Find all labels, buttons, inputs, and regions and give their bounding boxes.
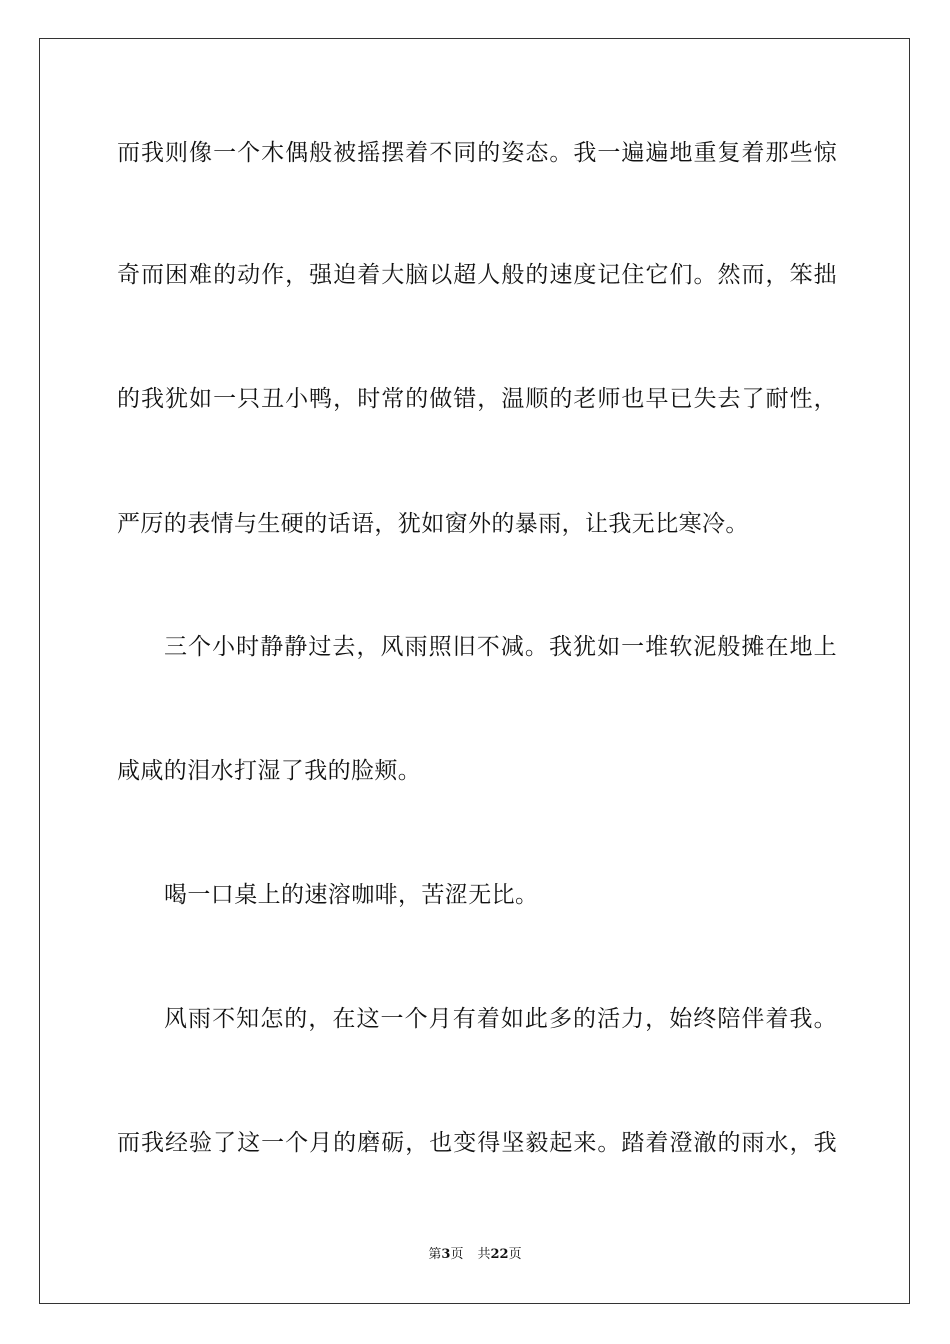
total-pages: 22 (490, 1247, 509, 1262)
page-suffix: 页 (450, 1247, 464, 1262)
text-line-9: 而我经验了这一个月的磨砺，也变得坚毅起来。踏着澄澈的雨水，我 (117, 1130, 837, 1156)
total-prefix: 共 (477, 1247, 491, 1262)
text-line-5: 三个小时静静过去，风雨照旧不减。我犹如一堆软泥般摊在地上 (164, 634, 837, 660)
page-frame (39, 38, 910, 1304)
page-prefix: 第 (428, 1247, 442, 1262)
page-number: 3 (441, 1247, 451, 1262)
text-line-6: 咸咸的泪水打湿了我的脸颊。 (117, 758, 422, 784)
text-line-2: 奇而困难的动作，强迫着大脑以超人般的速度记住它们。然而，笨拙 (117, 262, 837, 288)
text-line-7: 喝一口桌上的速溶咖啡，苦涩无比。 (164, 882, 539, 908)
text-line-3: 的我犹如一只丑小鸭，时常的做错，温顺的老师也早已失去了耐性， (117, 386, 837, 412)
total-suffix: 页 (508, 1247, 522, 1262)
page-footer (0, 1246, 950, 1264)
text-line-1: 而我则像一个木偶般被摇摆着不同的姿态。我一遍遍地重复着那些惊 (117, 140, 837, 166)
text-line-4: 严厉的表情与生硬的话语，犹如窗外的暴雨，让我无比寒冷。 (117, 511, 749, 537)
text-line-8: 风雨不知怎的，在这一个月有着如此多的活力，始终陪伴着我。 (164, 1006, 837, 1032)
